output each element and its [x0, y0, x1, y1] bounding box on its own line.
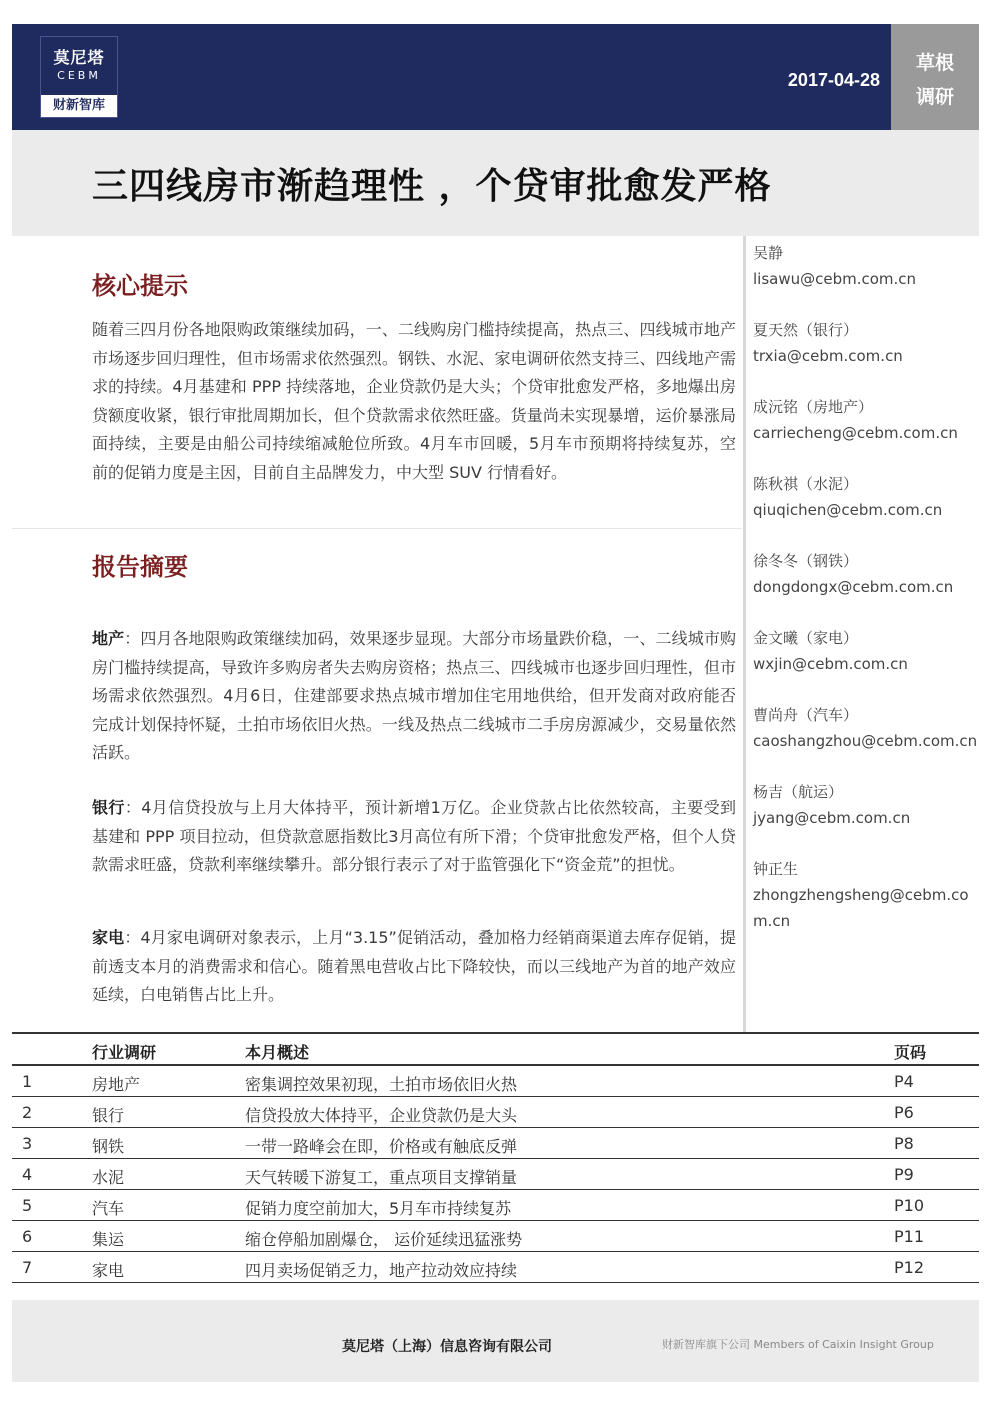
analyst-email[interactable]: jyang@cebm.com.cn: [753, 809, 911, 827]
report-date: 2017-04-28: [787, 70, 880, 90]
summary-label: 银行: [92, 798, 125, 817]
row-summary: 一带一路峰会在即，价格或有触底反弹: [245, 1137, 518, 1156]
row-page[interactable]: P8: [894, 1134, 914, 1153]
footer-company: 莫尼塔（上海）信息咨询有限公司: [342, 1339, 552, 1355]
tag-line-1: 草根: [915, 52, 954, 74]
table-row: [12, 1128, 979, 1159]
cebm-logo: [40, 36, 118, 118]
row-summary: 天气转暖下游复工，重点项目支撑销量: [245, 1168, 518, 1187]
row-industry: 房地产: [92, 1075, 141, 1094]
analyst-name: 钟正生: [753, 860, 799, 878]
report-type-tag: [891, 24, 979, 130]
summary-text: 4月信贷投放与上月大体持平，预计新增1万亿。企业贷款占比依然较高，主要受到基建和 PPP 项目拉动，但贷款意愿指数比3月高位有所下滑；个贷审批愈发严格，但个人贷款需求旺盛，贷款利率继续攀升。部分银行表示了对于监管强化下“资金荒”的担忧。: [92, 798, 736, 874]
analyst-entry: [753, 240, 978, 317]
summary-heading: 报告摘要: [92, 553, 188, 581]
header-bar: [12, 24, 891, 130]
row-index: 3: [22, 1134, 33, 1153]
analyst-email[interactable]: trxia@cebm.com.cn: [753, 347, 903, 365]
table-row: [12, 1190, 979, 1221]
analyst-email[interactable]: zhongzhengsheng@cebm.com.cn: [753, 886, 969, 930]
key-points-text: 随着三四月份各地限购政策继续加码，一、二线购房门槛持续提高，热点三、四线城市地产市场逐步回归理性，但市场需求依然强烈。钢铁、水泥、家电调研依然支持三、四线地产需求的持续。4月基建和 PPP 持续落地，企业贷款仍是大头；个贷审批愈发严格，多地爆出房贷额度收紧，银行审批周期加长，但个贷款需求依然旺盛。货量尚未实现暴增，运价暴涨局面持续，主要是由船公司持续缩减舱位所致。4月车市回暖，5月车市预期将持续复苏，空前的促销力度是主因，目前自主品牌发力，中大型 SUV 行情看好。: [92, 320, 736, 482]
row-summary: 促销力度空前加大，5月车市持续复苏: [245, 1199, 512, 1218]
logo-cn-text: 莫尼塔: [53, 48, 105, 67]
row-summary: 四月卖场促销乏力，地产拉动效应持续: [245, 1261, 518, 1280]
row-industry: 银行: [92, 1106, 125, 1125]
row-page[interactable]: P11: [894, 1227, 925, 1246]
page-footer: [12, 1300, 979, 1382]
analyst-name: 金文曦（家电）: [753, 629, 859, 647]
analyst-name: 曹尚舟（汽车）: [753, 706, 859, 724]
table-header-row: [12, 1032, 979, 1066]
summary-item-realestate: [92, 625, 736, 768]
key-points-heading: 核心提示: [92, 272, 188, 300]
section-divider: [12, 528, 742, 529]
row-industry: 钢铁: [92, 1137, 125, 1156]
row-summary: 密集调控效果初现，土拍市场依旧火热: [245, 1075, 518, 1094]
row-industry: 集运: [92, 1230, 125, 1249]
row-industry: 水泥: [92, 1168, 125, 1187]
analyst-email[interactable]: dongdongx@cebm.com.cn: [753, 578, 954, 596]
row-index: 6: [22, 1227, 33, 1246]
table-row: [12, 1066, 979, 1097]
row-page[interactable]: P6: [894, 1103, 914, 1122]
summary-sep: ：: [124, 928, 141, 947]
row-page[interactable]: P10: [894, 1196, 925, 1215]
row-index: 2: [22, 1103, 33, 1122]
analyst-name: 吴静: [753, 244, 784, 262]
row-industry: 汽车: [92, 1199, 125, 1218]
analyst-email[interactable]: caoshangzhou@cebm.com.cn: [753, 732, 978, 750]
table-header-summary: 本月概述: [245, 1043, 310, 1062]
table-row: [12, 1252, 979, 1283]
analyst-email[interactable]: qiuqichen@cebm.com.cn: [753, 501, 943, 519]
analyst-name: 杨吉（航运）: [753, 783, 844, 801]
analyst-entry: [753, 779, 978, 856]
analyst-entry: [753, 548, 978, 625]
analyst-entry: [753, 625, 978, 702]
analyst-name: 夏天然（银行）: [753, 321, 859, 339]
row-page[interactable]: P12: [894, 1258, 925, 1277]
summary-text: 四月各地限购政策继续加码，效果逐步显现。大部分市场量跌价稳，一、二线城市购房门槛持续提高，导致许多购房者失去购房资格；热点三、四线城市也逐步回归理性，但市场需求依然强烈。4月6日，住建部要求热点城市增加住宅用地供给，但开发商对政府能否完成计划保持怀疑，土拍市场依旧火热。一线及热点二线城市二手房房源减少，交易量依然活跃。: [92, 629, 736, 762]
row-industry: 家电: [92, 1261, 125, 1280]
analyst-email[interactable]: wxjin@cebm.com.cn: [753, 655, 908, 673]
industry-table: [12, 1032, 979, 1283]
tag-line-2: 调研: [915, 86, 954, 108]
row-index: 7: [22, 1258, 33, 1277]
row-page[interactable]: P4: [894, 1072, 914, 1091]
table-row: [12, 1159, 979, 1190]
report-title: 三四线房市渐趋理性 ，个贷审批愈发严格: [92, 166, 772, 207]
row-index: 1: [22, 1072, 33, 1091]
table-row: [12, 1097, 979, 1128]
row-summary: 信贷投放大体持平，企业贷款仍是大头: [245, 1106, 518, 1125]
table-header-industry: 行业调研: [92, 1043, 157, 1062]
summary-label: 家电: [92, 928, 125, 947]
row-index: 5: [22, 1196, 33, 1215]
analyst-name: 徐冬冬（钢铁）: [753, 552, 859, 570]
row-index: 4: [22, 1165, 33, 1184]
analyst-entry: [753, 317, 978, 394]
table-header-page: 页码: [894, 1043, 927, 1062]
analyst-email[interactable]: carriecheng@cebm.com.cn: [753, 424, 958, 442]
summary-label: 地产: [92, 629, 125, 648]
column-divider: [743, 236, 746, 1032]
row-summary: 缩仓停船加剧爆仓， 运价延续迅猛涨势: [245, 1230, 523, 1249]
analyst-entry: [753, 702, 978, 779]
footer-note: 财新智库旗下公司 Members of Caixin Insight Group: [662, 1338, 934, 1351]
summary-sep: ：: [124, 798, 142, 817]
analyst-name: 成沅铭（房地产）: [753, 398, 874, 416]
logo-en-text: CEBM: [57, 69, 101, 82]
summary-item-bank: [92, 794, 736, 880]
table-row: [12, 1221, 979, 1252]
logo-sub-text: 财新智库: [41, 95, 117, 117]
row-page[interactable]: P9: [894, 1165, 914, 1184]
summary-item-appliance: [92, 924, 736, 1010]
analyst-entry: [753, 471, 978, 548]
summary-sep: ：: [124, 629, 141, 648]
analyst-entry: [753, 394, 978, 471]
title-band: [12, 130, 979, 236]
analyst-list: [753, 240, 978, 933]
analyst-name: 陈秋祺（水泥）: [753, 475, 859, 493]
summary-text: 4月家电调研对象表示，上月“3.15”促销活动，叠加格力经销商渠道去库存促销，提前透支本月的消费需求和信心。随着黑电营收占比下降较快，而以三线地产为首的地产效应延续，白电销售占比上升。: [92, 928, 736, 1004]
analyst-entry: [753, 856, 978, 933]
analyst-email[interactable]: lisawu@cebm.com.cn: [753, 270, 917, 288]
